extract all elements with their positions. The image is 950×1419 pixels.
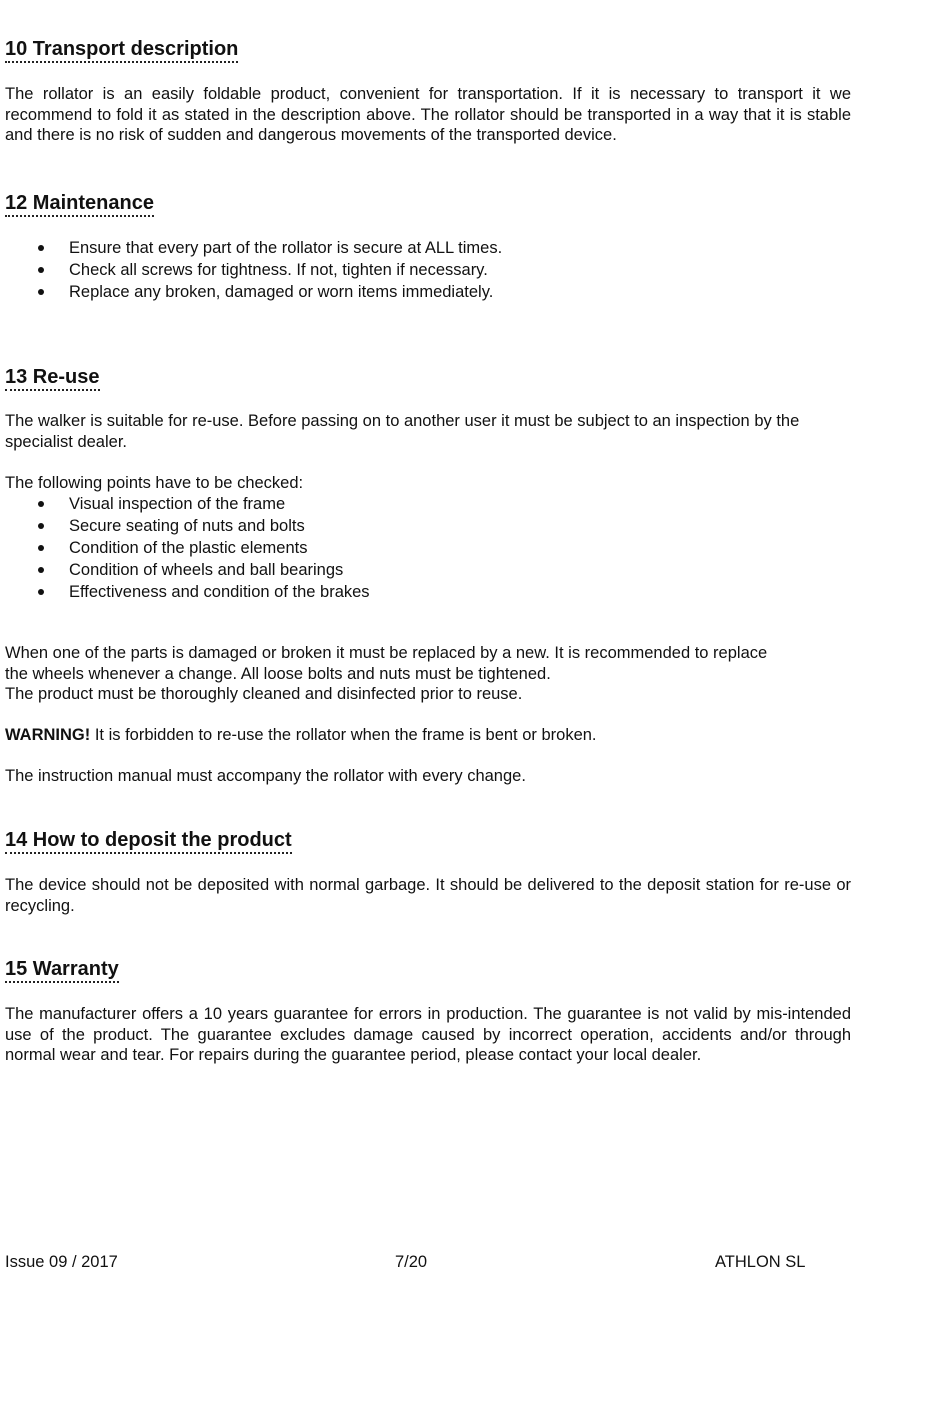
list-item: Ensure that every part of the rollator is secure at ALL times.	[0, 237, 502, 259]
footer-issue: Issue 09 / 2017	[5, 1253, 118, 1271]
list-item: Effectiveness and condition of the brakes	[0, 581, 370, 603]
section-title-transport: 10 Transport description	[5, 37, 238, 63]
bullet-icon	[38, 501, 44, 507]
list-item: Visual inspection of the frame	[0, 493, 370, 515]
bullet-icon	[38, 589, 44, 595]
bullet-icon	[38, 567, 44, 573]
section-title-maintenance: 12 Maintenance	[5, 191, 154, 217]
reuse-warning	[5, 725, 851, 746]
bullet-icon	[38, 523, 44, 529]
reuse-intro: The walker is suitable for re-use. Before passing on to another user it must be subject to an inspection by the specialist dealer.	[5, 412, 800, 451]
warning-label: WARNING!	[5, 726, 91, 744]
warning-text: It is forbidden to re-use the rollator when the frame is bent or broken.	[90, 726, 597, 744]
bullet-icon	[38, 545, 44, 551]
bullet-icon	[38, 289, 44, 295]
list-item: Condition of the plastic elements	[0, 537, 370, 559]
reuse-replace-line-2: the wheels whenever a change. All loose bolts and nuts must be tightened.	[5, 665, 551, 683]
section-title-reuse: 13 Re-use	[5, 365, 100, 391]
reuse-checklist	[0, 493, 370, 603]
transport-paragraph: The rollator is an easily foldable product, convenient for transportation. If it is necessary to transport it we recommend to fold it as stated in the description above. The rollator should be transported in a way that it is stable and there is no risk of sudden and dangerous movements of the transported device.	[5, 85, 851, 144]
reuse-manual-note: The instruction manual must accompany the rollator with every change.	[5, 767, 526, 785]
deposit-paragraph: The device should not be deposited with normal garbage. It should be delivered to the deposit station for re-use or recycling.	[5, 876, 851, 915]
bullet-icon	[38, 245, 44, 251]
reuse-replace-line-1: When one of the parts is damaged or broken it must be replaced by a new. It is recommended to replace	[5, 644, 768, 662]
reuse-checklist-label: The following points have to be checked:	[5, 474, 304, 492]
list-item: Check all screws for tightness. If not, tighten if necessary.	[0, 259, 502, 281]
bullet-icon	[38, 267, 44, 273]
section-title-warranty: 15 Warranty	[5, 957, 119, 983]
warranty-paragraph: The manufacturer offers a 10 years guarantee for errors in production. The guarantee is not valid by mis-intended use of the product. The guarantee excludes damage caused by incorrect operation, accidents and/or through normal wear and tear. For repairs during the guarantee period, please contact your local dealer.	[5, 1005, 851, 1064]
maintenance-list	[0, 237, 502, 303]
list-item: Replace any broken, damaged or worn items immediately.	[0, 281, 502, 303]
reuse-clean-line: The product must be thoroughly cleaned and disinfected prior to reuse.	[5, 685, 523, 703]
footer-page-number: 7/20	[395, 1253, 428, 1271]
footer-product-name: ATHLON SL	[715, 1253, 806, 1271]
list-item: Condition of wheels and ball bearings	[0, 559, 370, 581]
section-title-deposit: 14 How to deposit the product	[5, 828, 292, 854]
list-item: Secure seating of nuts and bolts	[0, 515, 370, 537]
